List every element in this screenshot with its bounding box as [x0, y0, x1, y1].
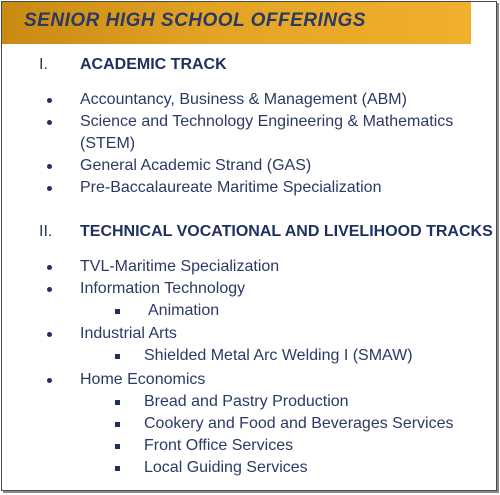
sub-list-item: Front Office Services [144, 437, 294, 454]
list-item-continuation: (STEM) [80, 135, 136, 152]
sub-list-item: Animation [148, 302, 220, 319]
bullet-icon [47, 120, 52, 125]
document-page [1, 1, 497, 491]
bullet-icon [47, 98, 52, 103]
square-bullet-icon [115, 309, 120, 314]
square-bullet-icon [115, 466, 120, 471]
list-item: TVL-Maritime Specialization [80, 258, 280, 275]
square-bullet-icon [115, 400, 120, 405]
section-title-academic: ACADEMIC TRACK [80, 56, 227, 73]
square-bullet-icon [115, 354, 120, 359]
bullet-icon [47, 378, 52, 383]
section-numeral: II. [39, 223, 53, 240]
bullet-icon [47, 332, 52, 337]
sub-list-item: Local Guiding Services [144, 459, 308, 476]
list-item: Accountancy, Business & Management (ABM) [80, 91, 407, 108]
page-title: SENIOR HIGH SCHOOL OFFERINGS [24, 10, 366, 31]
bullet-icon [47, 265, 52, 270]
list-item: Industrial Arts [80, 325, 177, 342]
sub-list-item: Cookery and Food and Beverages Services [144, 415, 454, 432]
list-item: Pre-Baccalaureate Maritime Specialization [80, 179, 382, 196]
bullet-icon [47, 287, 52, 292]
list-item: Home Economics [80, 371, 206, 388]
list-item: Science and Technology Engineering & Mathematics [80, 113, 454, 130]
sub-list-item: Bread and Pastry Production [144, 393, 349, 410]
list-item: General Academic Strand (GAS) [80, 157, 312, 174]
list-item: Information Technology [80, 280, 246, 297]
title-banner [2, 2, 471, 44]
sub-list-item: Shielded Metal Arc Welding I (SMAW) [144, 347, 413, 364]
bullet-icon [47, 186, 52, 191]
square-bullet-icon [115, 444, 120, 449]
bullet-icon [47, 164, 52, 169]
section-title-tvl: TECHNICAL VOCATIONAL AND LIVELIHOOD TRACKS [80, 223, 493, 240]
square-bullet-icon [115, 422, 120, 427]
section-numeral: I. [39, 56, 48, 73]
